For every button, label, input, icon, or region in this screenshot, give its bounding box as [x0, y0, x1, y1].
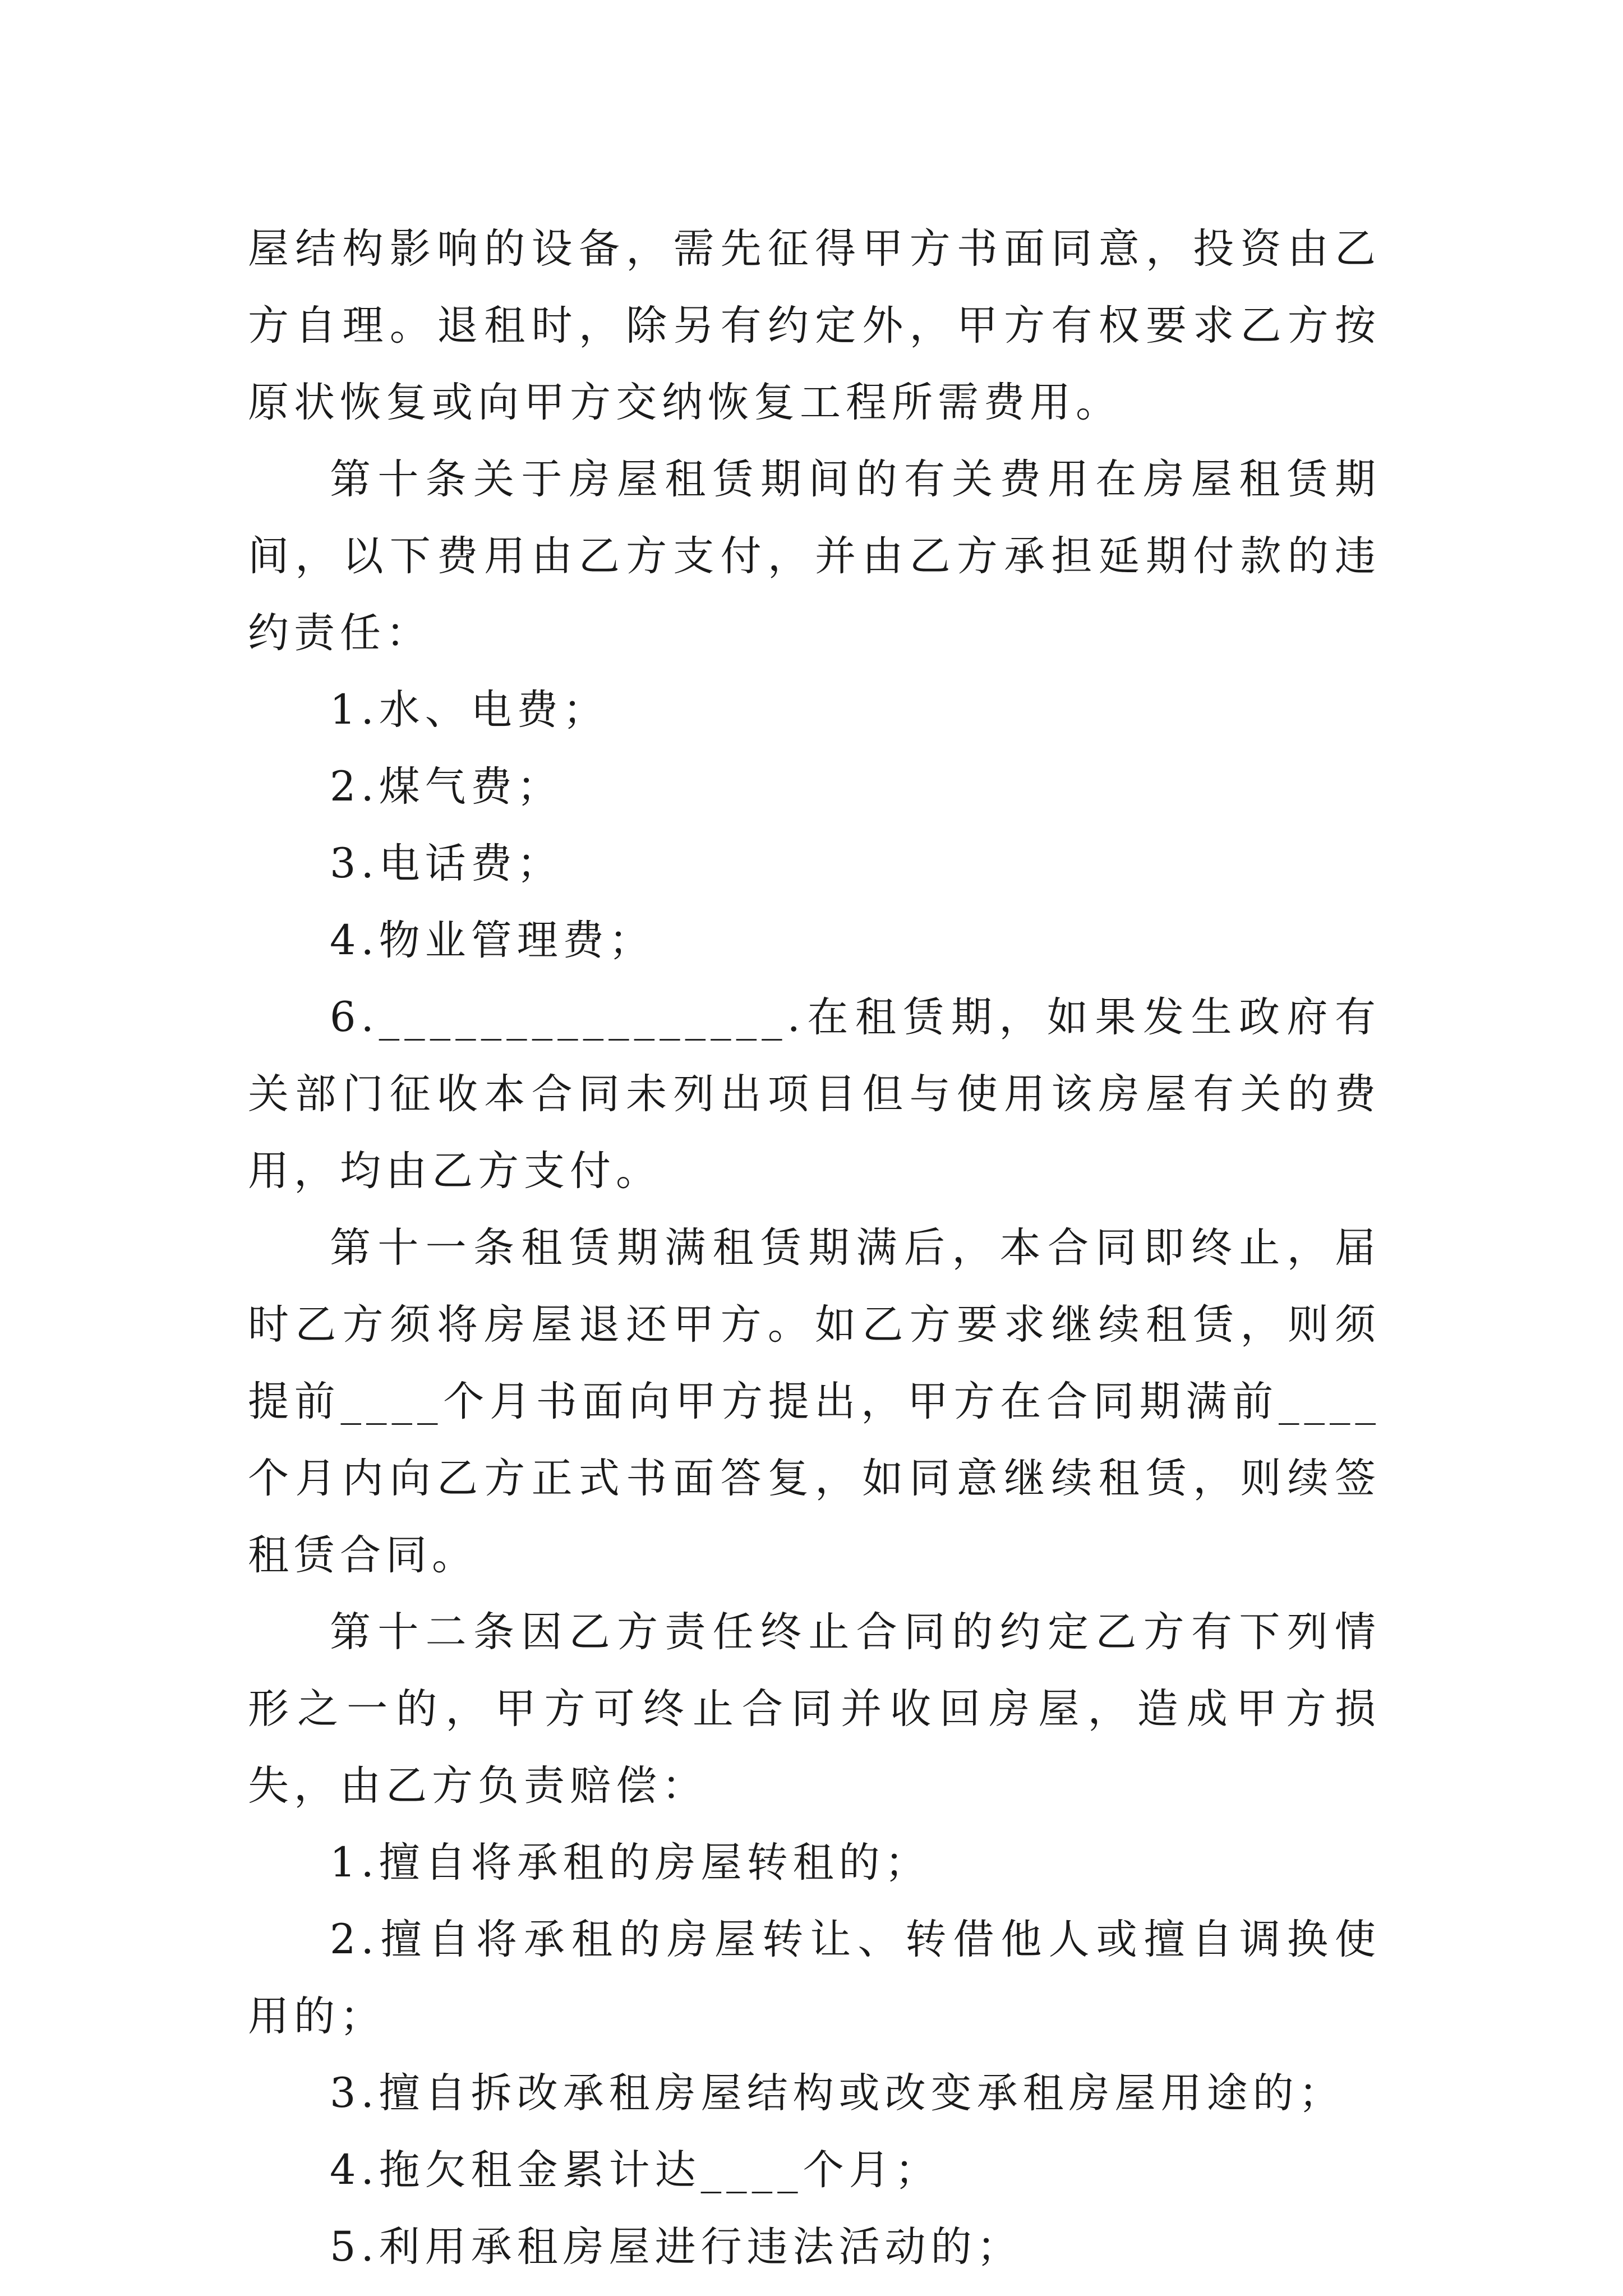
list-item-transfer: 2.擅自将承租的房屋转让、转借他人或擅自调换使用的； [248, 1916, 1381, 2040]
document-body [248, 210, 1381, 2285]
list-item-water-electricity: 1.水、电费； [330, 686, 609, 734]
list-item-sublease: 1.擅自将承租的房屋转租的； [330, 1839, 931, 1887]
list-item-other-fees: 6.________________.在租赁期，如果发生政府有关部门征收本合同未列出项目但与使用该房屋有关的费用，均由乙方支付。 [248, 993, 1381, 1195]
list-item-rent-arrears: 4.拖欠租金累计达____个月； [330, 2146, 941, 2194]
paragraph-continued-clause: 屋结构影响的设备，需先征得甲方书面同意，投资由乙方自理。退租时，除另有约定外，甲方有权要求乙方按原状恢复或向甲方交纳恢复工程所需费用。 [248, 225, 1381, 426]
paragraph-article-12: 第十二条因乙方责任终止合同的约定乙方有下列情形之一的，甲方可终止合同并收回房屋，造成甲方损失，由乙方负责赔偿： [248, 1608, 1381, 1810]
paragraph-article-11: 第十一条租赁期满租赁期满后，本合同即终止，届时乙方须将房屋退还甲方。如乙方要求继续租赁，则须提前____个月书面向甲方提出，甲方在合同期满前____个月内向乙方正式书面答复，如同意继续租赁，则续签租赁合同。 [248, 1224, 1381, 1579]
list-item-property-management: 4.物业管理费； [330, 917, 655, 964]
paragraph-article-10: 第十条关于房屋租赁期间的有关费用在房屋租赁期间，以下费用由乙方支付，并由乙方承担延期付款的违约责任： [248, 455, 1381, 657]
list-item-gas: 2.煤气费； [330, 763, 563, 811]
list-item-illegal-activity: 5.利用承租房屋进行违法活动的； [330, 2223, 1023, 2271]
list-item-structure-change: 3.擅自拆改承租房屋结构或改变承租房屋用途的； [330, 2069, 1345, 2117]
list-item-telephone: 3.电话费； [330, 840, 563, 887]
